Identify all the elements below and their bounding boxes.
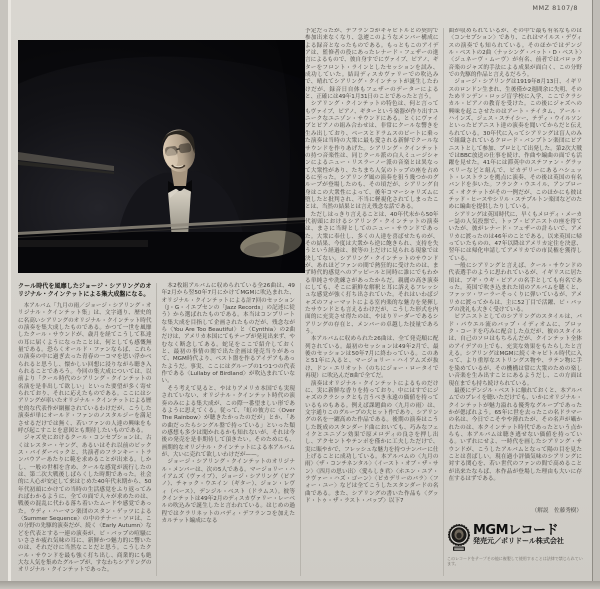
paragraph: 曲が収められているが、その中で最も有名なものは〈コンセプション〉であり、これはマイルス・デヴィスの演奏でも知られている。そのほかではデンジル・ベストの2曲〈ナッシング・バット・D・ベスト〉〈ジュネーヴ・ムーヴ〉が有名、前者ではバロック音楽のジャズ的手法による成果が面白く、この分野での先駆的作品と言えるだろう。 [448, 28, 582, 79]
paragraph: 本2枚組アルバムに収められている全26曲は、49年2月から翌50年7月にかけてMGMに吹込まれた、オリジナル・クインテットによる計7回のセッション（J・G・イエプセンの「Jazz Records」の記述に従う）から選ばれたものである。本当はコンプリートな集大成を目指して企画されたものだが、残念ながら〈You Are Too Beautiful〉と〈Cynthia〉の2曲だけは、アメリカ本国にてもテープが発見出来ず、やむなく断念してある。蛇足をここで紹介しておくと、最初の事情の関で出た企画は発売当りがあって、MGM時代より、ベスト盤を作るアイデアもあったようだ。事実、ここにはグループの1つ1つの代表作である〈Lullaby of Birdland〉が吹込まれていない。 [161, 283, 295, 385]
column-1-paragraphs [18, 303, 152, 575]
label-name: MGMレコード [473, 523, 559, 538]
sleeve-bottom-edge [0, 581, 600, 589]
paragraph: シアリングは英国時代に、早くもメロディ・メーカー誌の人気投票で、トップ・ピアニストの座を得ていたが、彼がレナード・フェザーの計らいで、アメリカに渡ったのは46年のことである。以来英国に帰っていたものの、47年以降はアメリカ定住を決意、翌年には帰化申請してアメリカでの市民権を獲得している。 [448, 211, 582, 262]
text-column-3 [305, 28, 439, 576]
record-label-block [447, 524, 583, 566]
copyright-notice: このレコードをテープその他に複製して使用することは法律で禁じられています。 [447, 556, 583, 566]
paragraph: ピアニストとしてのシアリングのスタイルは、バド・パウエル流のバップ・イディオムに、ブロック・コードを巧みに配合した点だが、彼のスタイルは、自己のソロはもちろんだが、クインテット全体のアイデアの上でも、充実な効果をもたらしたと言える。シアリングはMGMに続くキャピトル時代に入って、より重厚なストリングス物や、ラテン物に手を染めているが、その機構は常に大衆のための楽しい音楽を生み出すことにあるようだし、この方面は現在までも持ち続けられている。 [448, 314, 582, 387]
paragraph: 予定だったが、デフランコがキャピトルとの契約で参加出来なくなり、急遽このようなメンバー構成による録音となったものである。もっともこのアイデアは、監修者の役にあったレナード・フェザーの進言によるもので、彼自身すでにヴァイブ、ピアノ、ギターをフロント・ラインとしたセッションを試み、成功していた。結局ディスカヴァリーでの吹込みで、晴れてシアリング・クインテットが誕生したわけだが、録音日自体もフェザーのデーターによると、正確には49年1月31日のことであったと言う。 [305, 28, 439, 101]
paragraph: 本アルバム「九月の雨／ジョージ・シアリング・オリジナル・クインテット集」は、文字通り、歴史的に名高いシアリングのオリジナル・クインテット時代の演奏を集大成したものである。かつて一世を風靡したクール・サウンドが、歳月を経てこうして私達の耳に届くようになったことは、何としても感慨無量である。恐らくオールド・ファンならば、これらの演奏の中に過ぎ去った青春の一コマを思い浮かべられると思うし、懐かしい回想に浸りながら聴き入られることであろう。今回の集大成については、以前より「クール時代のシアリング・クインテットの名演を是非出して欲しい」といった要望が多く寄せられており、それに応えたものである。ここにはシアリングが率いたオリジナル・クインテットによる歴史的な代表作が網羅されているわけだが、こうした演奏が単にオールド・ファンのノスタルジーを満足させるだけでは無く、若いファンの人達の興味をも呼び起こすことを意図とも期待したいものである。 [18, 303, 152, 434]
column-2-paragraphs [162, 283, 296, 525]
column-3-paragraphs [305, 28, 439, 505]
distributor-name: 発売元／ポリドール株式会社 [473, 537, 564, 545]
sleeve-right-edge [593, 0, 600, 581]
catalog-number: MMZ 8107/8 [532, 4, 578, 12]
liner-notes-columns [18, 28, 582, 576]
paragraph: そう考えて見ると、やはりアメリカ本国でも実現されていない、オリジナル・クインテット時代の演奏のみによる集大成が、この際一番望ましい形であるように思えてくる。従って、「虹の彼方に〈Over The Rainbow〉が聴きたかったのだが」とか、「あの曲だったらシングル盤で持っている」といった類の感想も多少は聞かれるかも知れないが、それは今後の発売を是非期待して頂きたい。そのためにも、画期的なオリジナル・クインテットによる本アルバムが、大いに売れて欲しいわけだが——。 [161, 385, 295, 458]
paragraph: ジャズ史におけるクール・コンセプションは、古くはレスター・ヤング、あるいはそれ以前のビックス・バイダーベックと、共演者のフランキー・トランバウアーあたりに範を求めることが出来る。しかし、一般の世相を含め、クールな感覚が流行したのは、第二次大戦後しばらくした時期であった。社会的に人心が安定して来はじめた40年代末期から、50年代初頭にかけての当時の生活感覚をふり返ってみればわかるように、全ての面で人々が求めたのは、戦後の混乱に代わる落ち着いたムードや感覚であった。ウディ・ハーマン楽団のスタン・ゲッツによる〈Summer Sequence〉の中のテナー・ソロは、この分野の先駆的演奏だが、続く〈Early Autumn〉などを代表とする一連の演奏が、ビ・バップの喧騒にいささか疲れ気味の耳に、新鮮かつ魅力的に響いたのは、それだけに当然なことだと思う。こうしたクール・サウンドを最も強く打ち出し、商業的にも絶大な人気を集めたグループが、すなわちシアリングのオリジナル・クインテットであった。 [18, 435, 152, 574]
paragraph: ジョージ・シアリング・クインテットのオリジナル・メンバーは、次の5人である。マージョリー・ハイアムズ（ヴァイブ）、ジョージ・シアリング（ピアノ）、チャック・ウエイン（ギター）、ジョン・レヴィ（ベース）、デンジル・ベスト（ドラムス）。彼等クインテットは49年2月のディスカヴァリー・レーベルの吹込みで誕生したと言われている。はじめの過程ではクラリネットのバディ・デフランコを加えたカルテット編成になる [161, 459, 295, 524]
liner-notes-author-credit: （解説 佐藤秀樹） [531, 508, 582, 514]
text-column-1 [18, 28, 152, 576]
paragraph: 本アルバムに収められた26曲は、全て発売順に配列されている。最初のセッションは49年2月で、最後のセッションは50年7月に終わっている。このあと51年に入ると、マージョリー・ハイアムズが抜け、ドン・エリオット（のちにジョー・ロータイで再現）に吹込んだ8曲で全てだ。 [305, 336, 439, 380]
paragraph: 一般にシアリングと言えば、クール・サウンドの代表選手のように思われているが、イギリスに居た頃は、ブギ・ウギ・ピアノの名手としても有名であった。英国で吹き込まれた頃のアルバムを聴くと、ファッツ・ワーラーそっくりに弾いているが、アメリカに渡ってからは、主に52丁目で活躍、ビ・バップの洗礼も大きく受けている。 [448, 263, 582, 314]
paragraph: 演奏はオリジナル・クインテットによるものだけに、実に新鮮な香りを持っており、中にはすでにジャズのクラシックとも言うべき永遠の価値を持っているものもある。例えば課題曲の〈九月の雨〉は、文字通りこのグループの大ヒット作であり、シアリングの名を一躍高めた作品である。後期の演奏はこうした既成のスタンダード曲においても、巧みなフェイクとユニゾン効果で原メロディの良さを押し出し、アクセントやテンポを僅かに工夫しただけで、実に賑やかで、フレッシュな魅力を持つナンバーに仕上げることに成功している。本アルバムの〈九月の雨〉〈ザ・コンチネンタル〉〈イースト・オブ・ザ・サン〉〈四月の思い出〉〈愛らしき君〉〈ホエン・ユア・ラヴァー・ハズ・ゴーン〉〈ピカデリーのバラ〉〈フォー・ユー〉などは全てこうしたスタンダードの名曲である。また、シアリングの書いた作品も〈グッド・トゥ・ザ・ラスト・バップ〉以下7 [305, 380, 439, 504]
column-4-paragraphs [449, 28, 583, 483]
text-column-4 [449, 28, 583, 576]
paragraph: ただしはっきり言えることは、40年代末から50年代初頭におけるシアリング・クインテットの演奏は、まさに当時としてのニュー・サウンドであった。大衆に奉仕し、多くの人達を喜ばせたものが、その結果、今度は大衆から逆に飽きられ、支持を失うという経過は、彼等の上だけに見られる現象では決してない。シアリング・クインテットのサウンドが、あれほどファンの間で熱狂的に受けたのは、まず時代的感覚へのアッピールと同時に誰にでもわかる単純さや洗練さがあったからだ。親麗の高き演奏にしても、そこに新鮮な解釈と耳に訴えるフレッシュな感覚が強く打ち出されていた。それはいわばジャズのフォーマットによる室内楽的な魅力を発揮したサウンドとも言えるわけだが、こうした形式を内面的に充実させ得たのは、やはりリーダーであるシアリングの存在と、メンバーの卓越した技量であろう。 [305, 211, 439, 336]
text-column-2 [162, 28, 296, 576]
paragraph: 最後にデンジル・ベストに触れておくと、本アルバムでのプレイを聴いただけでも、いかにオリジナル・クインテットが魅力溢れる優秀なグループであったかが偲ばれよう。65年に世を去ったこの名ドラマーの名は、今日でこそやや薄れたが、その名声が囁かれたのは、本クインテット時代であったという点からも、本アルバムは聴き逃せない価値を持っている。いずれにせよ、一時代を画したシアリング・サウンドが、こうしたアルバムとなって陽の目を見たことは喜ばしい。現在過小評価気味のシアリングに対する関心を、若い世代のファンの間で高めることが出来たならば、本作品が登場した理由も大いに存在するはずである。 [448, 387, 582, 482]
paragraph: ジョージ・シアリングは1919年8月13日、イギリスのロンドン生まれ、生後僅か2週間余に失明、そのためリンデン・ロッジ盲学校に入学、ここでクラシカル・ピアノの教育を受けた。この後にジャズへの興味を起こさせたのはアート・テイタム、アール・ハインズ、ジェス・ステイシー、テディ・ウイルソンといったピアニスト達の演奏を聞いてからだと伝えられている。30年代に入ってシアリングは盲人のみで組織されているクロード・バンプトン楽団にピアニストとして参加、プロとして出発した。第2次大戦ではBBC放送の仕事を続け、作曲や編曲の面でも活躍を見せた。41年には滞英中のステファン・グラッペリーなどと組んで、ピカデリーにあるハシェット・レストランを拠点に演奏、その後は英国の有名バンドを歩いた。フランク・ウエイル、アンブローズ・オクテットがその一例だが、このほかにも彼はテッド・ヒースやシリル・ステプルトン楽団などのために編曲を提供したりしている。 [448, 79, 582, 211]
photo-caption: クール時代を風靡したジョージ・シアリングのオリジナル・クインテットによる集大成盤になる。 [18, 283, 152, 298]
mgm-lion-roundel-icon [447, 524, 471, 554]
paragraph: シアリング・クインテットの特色は、何と言ってもヴァイブ、ピアノ、ギターという楽器が作り出すユニークなユニゾン・サウンドにある。とくにヴァイブとピアノの組み合わせは、非常にクールな響きを生み出しており、ベースとドラムスのビートに乗った演奏は当時の大衆に最も愛される新鮮でクールなサウンドを作りあげた。シアリング・クインテットの持つ音楽性は、同じクール派の白人ミュージシャンによるニュー・リスラーノー派の音楽とは異なって大衆性があり、たちまち人気のトップの座を占めるに至った。シアリング風の演奏を狙う幾つかのグループが登場したのも、その頃だが、シアリング自身はこの大衆性によって、後年コマーシャリズムに堕したと批判され、不当に軽視化されてしまったことは、当然の結果とは言え残念な話である。 [305, 101, 439, 211]
